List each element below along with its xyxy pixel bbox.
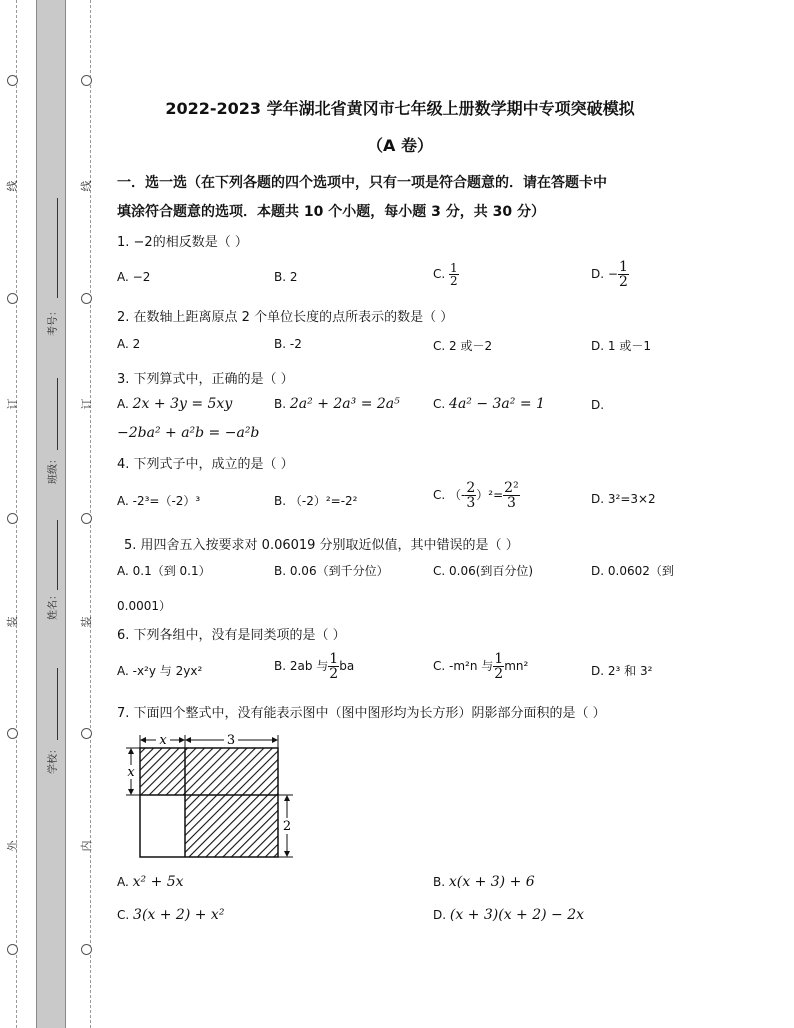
q7-figure — [120, 730, 310, 862]
q6-option-b: B. 2ab 与 $\frac{1}{2}$ ba — [274, 651, 355, 682]
page-subtitle: （A 卷） — [367, 136, 433, 155]
question-3-stem: 3. 下列算式中，正确的是（ ） — [117, 372, 294, 387]
fraction: $\frac{1}{2}$ — [494, 651, 504, 682]
q6-option-c: C. -m²n 与 $\frac{1}{2}$ mn² — [433, 651, 529, 682]
q1-option-a: A. −2 — [117, 270, 151, 284]
q6-option-a: A. -x²y 与 2yx² — [117, 664, 203, 678]
fraction: $\frac{1}{2}$ — [329, 651, 339, 682]
question-4-stem: 4. 下列式子中，成立的是（ ） — [117, 457, 294, 472]
q2-option-a: A. 2 — [117, 337, 141, 351]
section-header-cont: 填涂符合题意的选项．本题共 10 个小题，每小题 3 分，共 30 分） — [117, 204, 545, 220]
punch-hole — [7, 75, 18, 86]
label-3-top: 3 — [226, 733, 236, 748]
q1-option-b: B. 2 — [274, 270, 298, 284]
margin-char: 订 — [80, 398, 93, 410]
q2-option-b: B. -2 — [274, 337, 302, 351]
q2-option-d: D. 1 或－1 — [591, 339, 651, 353]
q1-option-c: C. $\frac{1}{2}$ — [433, 261, 458, 288]
punch-hole — [81, 75, 92, 86]
section-header: 一．选一选（在下列各题的四个选项中，只有一项是符合题意的．请在答题卡中 — [117, 175, 607, 191]
q5-option-d: D. 0.0602（到 — [591, 564, 674, 578]
shaded-top-rect — [140, 748, 278, 795]
fraction: $\frac{1}{2}$ — [618, 259, 628, 290]
q6-option-d: D. 2³ 和 3² — [591, 664, 653, 678]
field-class-label: 班级： — [48, 454, 59, 484]
punch-hole — [81, 293, 92, 304]
punch-hole — [81, 944, 92, 955]
punch-hole — [7, 944, 18, 955]
punch-hole — [81, 513, 92, 524]
question-6-stem: 6. 下列各组中，没有是同类项的是（ ） — [117, 628, 346, 643]
q4-option-d: D. 3²=3×2 — [591, 492, 656, 506]
q7-option-a: A. x² + 5x — [117, 874, 184, 890]
fraction: $\frac{2}{3}$ — [466, 480, 476, 511]
field-class-line — [57, 378, 58, 450]
margin-bar — [36, 0, 66, 1028]
margin-char: 内 — [80, 840, 93, 852]
q3-option-a: A. 2x + 3y = 5xy — [117, 396, 233, 412]
q5-option-a: A. 0.1（到 0.1） — [117, 564, 211, 578]
q7-option-d: D. (x + 3)(x + 2) − 2x — [433, 907, 585, 923]
margin-char: 线 — [6, 180, 19, 192]
field-exam-number-label: 考号： — [48, 306, 59, 336]
field-name-line — [57, 520, 58, 590]
margin-char: 线 — [80, 180, 93, 192]
q3-option-d: −2ba² + a²b = −a²b — [117, 425, 260, 441]
shaded-bottom-rect — [185, 795, 278, 857]
page-title: 2022-2023 学年湖北省黄冈市七年级上册数学期中专项突破模拟 — [165, 99, 635, 118]
question-5-stem: 5. 用四舍五入按要求对 0.06019 分别取近似值，其中错误的是（ ） — [124, 538, 519, 553]
field-exam-number-line — [57, 198, 58, 298]
question-1-stem: 1. −2的相反数是（ ） — [117, 235, 248, 250]
margin-char: 外 — [6, 840, 19, 852]
q3-option-c: C. 4a² − 3a² = 1 — [433, 396, 545, 412]
punch-hole — [7, 293, 18, 304]
field-school-label: 学校： — [48, 744, 59, 774]
q5-option-c: C. 0.06(到百分位) — [433, 564, 534, 578]
punch-hole — [7, 728, 18, 739]
field-school-line — [57, 668, 58, 740]
question-2-stem: 2. 在数轴上距离原点 2 个单位长度的点所表示的数是（ ） — [117, 310, 454, 325]
q3-option-b: B. 2a² + 2a³ = 2a⁵ — [274, 396, 400, 412]
margin-char: 装 — [6, 616, 19, 628]
punch-hole — [7, 513, 18, 524]
question-7-stem: 7. 下面四个整式中，没有能表示图中（图中图形均为长方形）阴影部分面积的是（ ） — [117, 706, 606, 721]
fraction: $\frac{\text{2²}}{3}$ — [504, 480, 519, 511]
q1-option-d: D. − $\frac{1}{2}$ — [591, 259, 628, 290]
q5-option-d-cont: 0.0001） — [117, 599, 171, 613]
q4-option-a: A. -2³=（-2）³ — [117, 494, 201, 508]
margin-char: 订 — [6, 398, 19, 410]
q7-option-b: B. x(x + 3) + 6 — [433, 874, 535, 890]
q7-option-c: C. 3(x + 2) + x² — [117, 907, 225, 923]
label-x-left: x — [127, 765, 135, 780]
fraction: $\frac{1}{2}$ — [450, 261, 458, 288]
label-2-right: 2 — [282, 819, 292, 834]
q4-option-b: B. （-2）²=-2² — [274, 494, 358, 508]
label-x-top: x — [159, 733, 167, 748]
field-name-label: 姓名： — [48, 590, 59, 620]
q2-option-c: C. 2 或－2 — [433, 339, 493, 353]
q4-option-c: C. （- $\frac{2}{3}$ ）²= $\frac{\text{2²}}{3}$ — [433, 480, 519, 511]
q5-option-b: B. 0.06（到千分位） — [274, 564, 389, 578]
punch-hole — [81, 728, 92, 739]
q3-option-d-label: D. — [591, 398, 605, 412]
margin-char: 装 — [80, 616, 93, 628]
